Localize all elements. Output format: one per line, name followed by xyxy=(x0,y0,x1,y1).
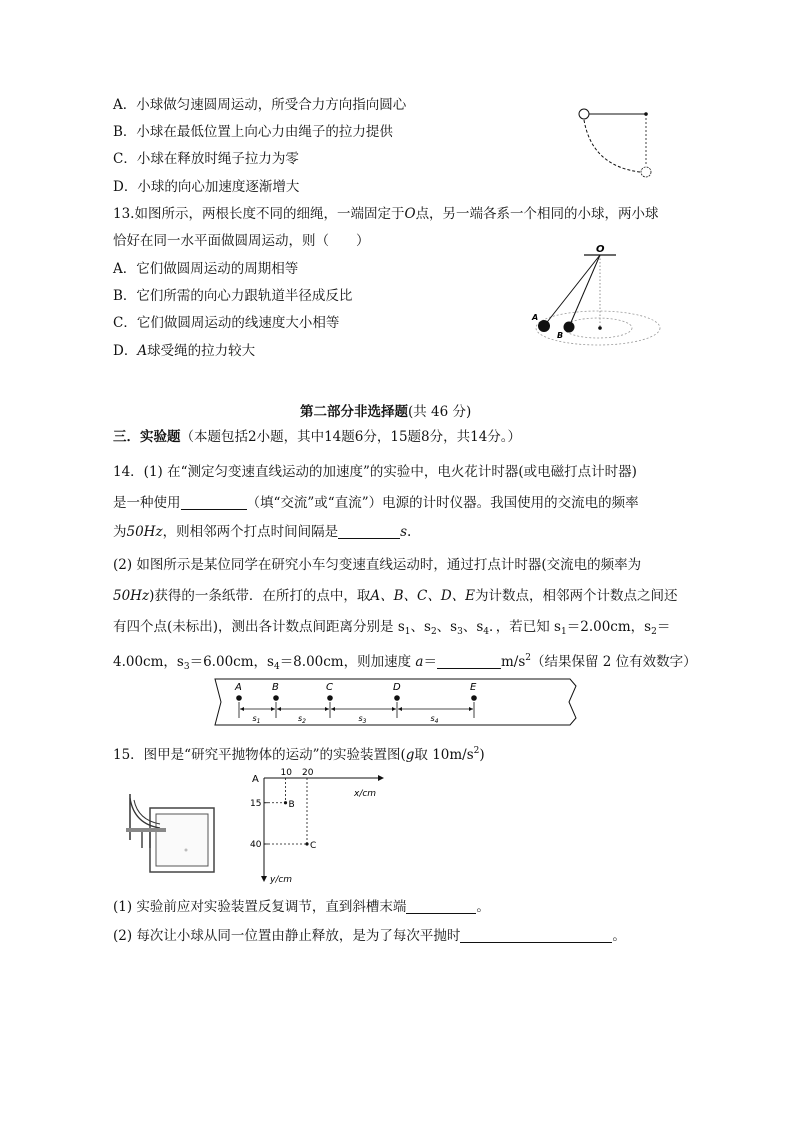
grid-xtick-label: 10 xyxy=(280,768,292,778)
tape-point-dot xyxy=(273,695,279,701)
grid-point-label: C xyxy=(310,841,317,851)
q15-part2: (2) 每次让小球从同一位置由静止释放，是为了每次平抛时 。 xyxy=(113,928,626,944)
grid-ytick-label: 15 xyxy=(250,798,262,809)
grid-origin-label: A xyxy=(252,774,259,785)
grid-ylabel: y/cm xyxy=(270,875,293,885)
grid-xlabel: x/cm xyxy=(354,789,377,799)
q13-stem-line1: 13.如图所示，两根长度不同的细绳，一端固定于O点，另一端各系一个相同的小球，两小球 xyxy=(113,206,659,222)
q13-option-a: A．它们做圆周运动的周期相等 xyxy=(113,261,299,277)
blank-current-type[interactable] xyxy=(181,495,247,510)
tape-point-label: E xyxy=(470,682,477,693)
paper-tape-figure xyxy=(214,676,578,728)
q14-line3: 为50Hz，则相邻两个打点时间间隔是 s. xyxy=(113,524,412,540)
q13-option-c: C．它们做圆周运动的线速度大小相等 xyxy=(113,315,340,331)
blank-acceleration[interactable] xyxy=(437,654,501,669)
grid-point xyxy=(284,801,287,804)
tape-point-label: A xyxy=(235,682,242,693)
q14-line7: 4.00cm，$s_3=6.00cm$，$s_4=8.00cm$，则加速度 $a= m/s^2$（结果保留 2 位有效数字） xyxy=(113,653,697,672)
q15-stem: 15．图甲是“研究平抛物体的运动”的实验装置图(g取 $10m/s^2$) xyxy=(113,746,485,763)
q14-line2: 是一种使用 （填“交流”或“直流”）电源的计时仪器。我国使用的交流电的频率 xyxy=(113,495,639,511)
q12-option-b: B．小球在最低位置上向心力由绳子的拉力提供 xyxy=(113,124,393,140)
grid-ytick-label: 40 xyxy=(250,840,262,850)
grid-xtick-label: 20 xyxy=(302,768,314,778)
q13-option-b: B．它们所需的向心力跟轨道半径成反比 xyxy=(113,288,353,304)
q12-option-d: D．小球的向心加速度逐渐增大 xyxy=(113,179,300,195)
tape-point-label: D xyxy=(393,682,401,693)
q14-line5: 50Hz)获得的一条纸带．在所打的点中，取A、B、C、D、E为计数点，相邻两个计数点之间还 xyxy=(113,588,678,604)
q15-part1: (1) 实验前应对实验装置反复调节，直到斜槽末端 。 xyxy=(113,899,490,915)
tape-point-dot xyxy=(236,695,242,701)
apparatus-figure xyxy=(120,790,220,880)
blank-time-interval[interactable] xyxy=(338,524,400,539)
fig-label-b: B xyxy=(557,331,564,340)
q12-option-c: C．小球在释放时绳子拉力为零 xyxy=(113,151,299,167)
tape-point-dot xyxy=(471,695,477,701)
blank-chute-end[interactable] xyxy=(406,899,476,914)
grid-point xyxy=(305,842,308,845)
fig-label-a: A xyxy=(532,313,539,322)
trajectory-grid xyxy=(250,770,395,890)
q14-line1: 14．(1) 在“测定匀变速直线运动的加速度”的实验中，电火花计时器(或电磁打点计时器) xyxy=(113,464,637,480)
tape-point-label: B xyxy=(272,682,279,693)
grid-point-label: B xyxy=(288,799,295,810)
tape-point-dot xyxy=(327,695,333,701)
tape-segment-label: $s_2$ xyxy=(298,714,306,725)
tape-point-dot xyxy=(394,695,400,701)
pendulum-figure xyxy=(570,100,660,180)
blank-same-initial-velocity[interactable] xyxy=(460,928,612,943)
tape-segment-label: $s_1$ xyxy=(252,714,261,725)
conical-pendulum-figure xyxy=(528,240,668,365)
q13-option-d: D．A球受绳的拉力较大 xyxy=(113,343,256,359)
tape-segment-label: $s_3$ xyxy=(358,714,367,725)
q13-stem-line2: 恰好在同一水平面做圆周运动，则（ ） xyxy=(113,233,370,249)
tape-segment-label: $s_4$ xyxy=(430,714,439,725)
q12-option-a: A．小球做匀速圆周运动，所受合力方向指向圆心 xyxy=(113,97,407,113)
tape-point-label: C xyxy=(326,682,333,693)
part2-heading: 第二部分非选择题(共 46 分) xyxy=(300,404,472,420)
fig-label-o: O xyxy=(596,244,605,255)
q14-line6: 有四个点(未标出)，测出各计数点间距离分别是 $s_1$、$s_2$、$s_3$、$s_4$．，若已知 $s_1=2.00cm$，$s_2=$ xyxy=(113,619,671,637)
q14-line4: (2) 如图所示是某位同学在研究小车匀变速直线运动时，通过打点计时器(交流电的频率为 xyxy=(113,557,642,573)
section3-heading: 三．实验题（本题包括2小题，其中14题6分，15题8分，共14分。） xyxy=(113,429,522,445)
